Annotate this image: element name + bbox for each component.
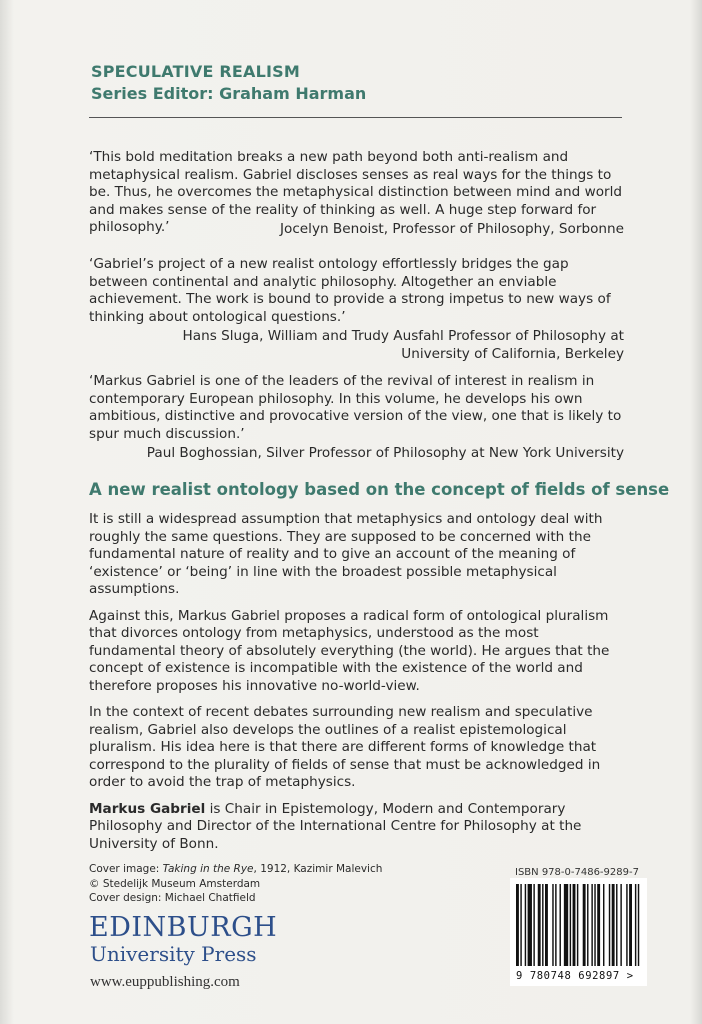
attribution-line: Paul Boghossian, Silver Professor of Philosophy at New York University [146,445,624,461]
barcode-bar [564,884,568,966]
barcode-bars [510,878,647,970]
barcode-bar [516,884,519,966]
publisher-name: EDINBURGH [89,912,278,943]
barcode-bar [612,884,615,966]
artwork-title: Taking in the Rye [162,863,254,875]
barcode-bar [533,884,534,966]
endorsement-quote [89,149,624,238]
barcode-bar [591,884,592,966]
barcode-bar [525,884,526,966]
attribution-line: Hans Sluga, William and Trudy Ausfahl Professor of Philosophy at [182,328,624,344]
author-bio [89,801,624,854]
series-title: SPECULATIVE REALISM [91,62,301,81]
barcode-bar [603,884,604,966]
cover-image-credit [89,862,382,877]
isbn-label: ISBN 978-0-7486-9289-7 [515,867,639,878]
barcode-bar [597,884,600,966]
author-bio-text: is Chair in Epistemology, Modern and Contemporary Philosophy and Director of the International Centre for Philosophy at the University of Bonn. [89,800,582,852]
attribution-line: University of California, Berkeley [401,345,624,362]
barcode-bar [528,884,532,966]
barcode-bar [555,884,556,966]
quote-text: ‘This bold meditation breaks a new path beyond both anti-realism and metaphysical realism. Gabriel discloses senses as real ways for the things to be. Thus, he overcomes the metaphysical distinction between mind and world and makes sense of the reality of thinking as well. A huge step forward for philosophy.’ [89,149,623,235]
barcode [510,878,647,986]
copyright-line: © Stedelijk Museum Amsterdam [89,877,261,890]
blurb-paragraph: In the context of recent debates surrounding new realism and speculative realism, Gabriel also develops the outlines of a realist epistemological pluralism. His idea here is that there are different forms of knowledge that correspond to the plurality of fields of sense that must be acknowledged in order to avoid the trap of metaphysics. [89,704,601,790]
barcode-bar [573,884,576,966]
barcode-bar [594,884,595,966]
barcode-bar [577,884,578,966]
barcode-bar [552,884,553,966]
blurb-body [89,511,624,862]
barcode-bar [616,884,617,966]
cover-credits [89,862,382,906]
credit-suffix: , 1912, Kazimir Malevich [253,863,383,875]
blurb-paragraph: Against this, Markus Gabriel proposes a radical form of ontological pluralism that divorces ontology from metaphysics, understood as the most fundamental theory of absolutely everything (the world). He argues that the concept of existence is incompatible with the existence of the world and therefore proposes his innovative no-world-view. [89,607,610,694]
barcode-bar [635,884,636,966]
author-name: Markus Gabriel [89,800,206,817]
barcode-bar [609,884,610,966]
barcode-bar [587,884,588,966]
barcode-bar [638,884,639,966]
barcode-bar [570,884,571,966]
series-editor: Series Editor: Graham Harman [91,84,367,103]
barcode-bar [520,884,521,966]
barcode-bar [545,884,548,966]
barcode-digits: 9 780748 692897 > [516,970,634,982]
publisher-subname: University Press [90,942,257,966]
barcode-bar [626,884,627,966]
credit-prefix: Cover image: [89,863,163,875]
quote-attribution [89,328,624,363]
quote-text: ‘Gabriel’s project of a new realist ontology effortlessly bridges the gap between continental and analytic philosophy. Altogether an enviable achievement. The work is bound to provide a strong impetus to new ways of thinking about ontological questions.’ [89,256,611,325]
attribution-line: Jocelyn Benoist, Professor of Philosophy, Sorbonne [280,220,624,237]
cover-design-credit: Cover design: Michael Chatfield [89,892,256,904]
barcode-bar [629,884,632,966]
publisher-url[interactable]: www.euppublishing.com [90,974,240,990]
blurb-heading: A new realist ontology based on the concept of fields of sense [89,480,670,499]
divider [89,117,622,118]
barcode-bar [542,884,543,966]
blurb-paragraph: It is still a widespread assumption that metaphysics and ontology deal with roughly the same questions. They are supposed to be concerned with the fundamental nature of reality and to give an account of the meaning of ‘existence’ or ‘being’ in line with the broadest possible metaphysical assumptions. [89,511,603,597]
quote-text: ‘Markus Gabriel is one of the leaders of the revival of interest in realism in contemporary European philosophy. In this volume, he develops his own ambitious, distinctive and provocative version of the view, one that is likely to spur much discussion.’ [89,373,622,442]
barcode-bar [583,884,586,966]
barcode-bar [620,884,621,966]
barcode-bar [538,884,541,966]
quote-attribution [89,445,624,463]
barcode-bar [560,884,561,966]
endorsement-quote [89,373,624,463]
endorsement-quote [89,256,624,363]
